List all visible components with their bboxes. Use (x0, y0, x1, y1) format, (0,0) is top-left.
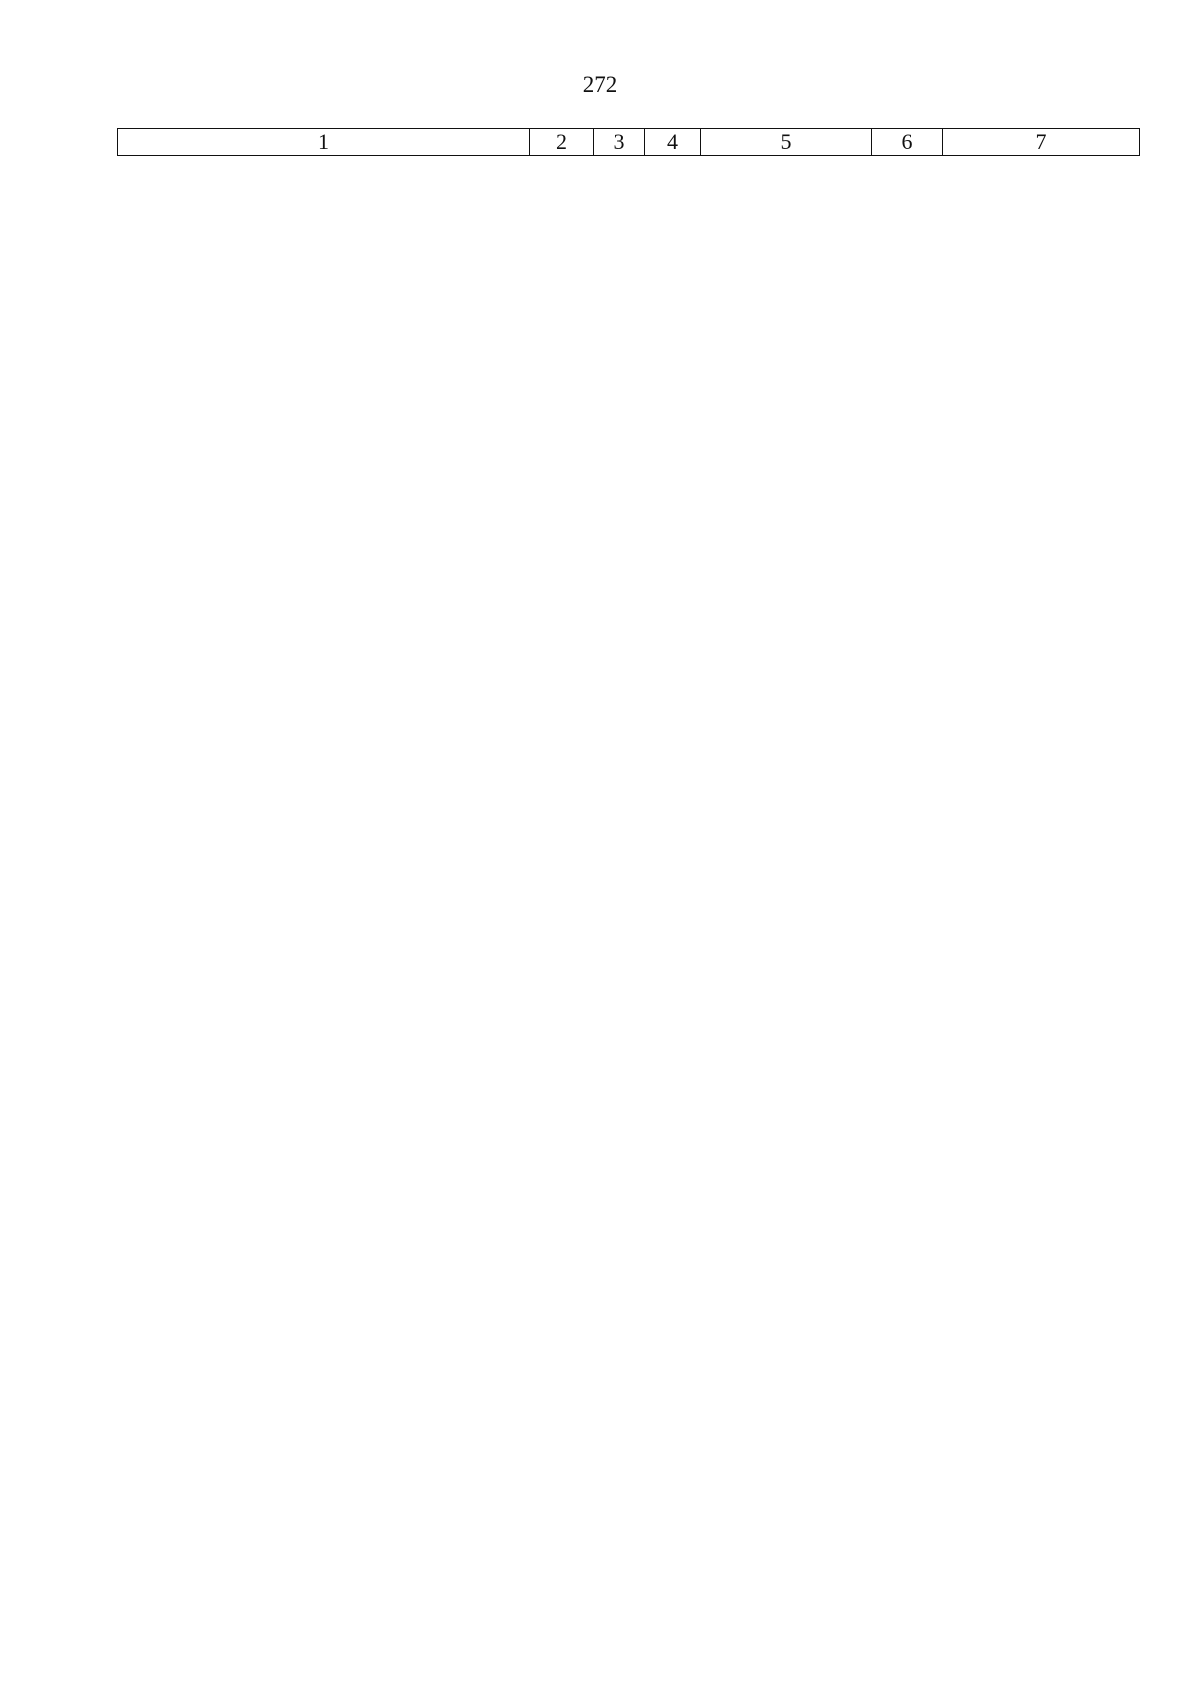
column-header-3: 3 (594, 129, 645, 156)
column-header-table (117, 128, 1140, 156)
column-header-4: 4 (645, 129, 701, 156)
column-header-1: 1 (118, 129, 530, 156)
column-header-row (118, 129, 1140, 156)
column-header-7: 7 (943, 129, 1140, 156)
column-header-5: 5 (701, 129, 872, 156)
column-header-6: 6 (872, 129, 943, 156)
page-number: 272 (582, 72, 618, 97)
column-header-2: 2 (530, 129, 594, 156)
